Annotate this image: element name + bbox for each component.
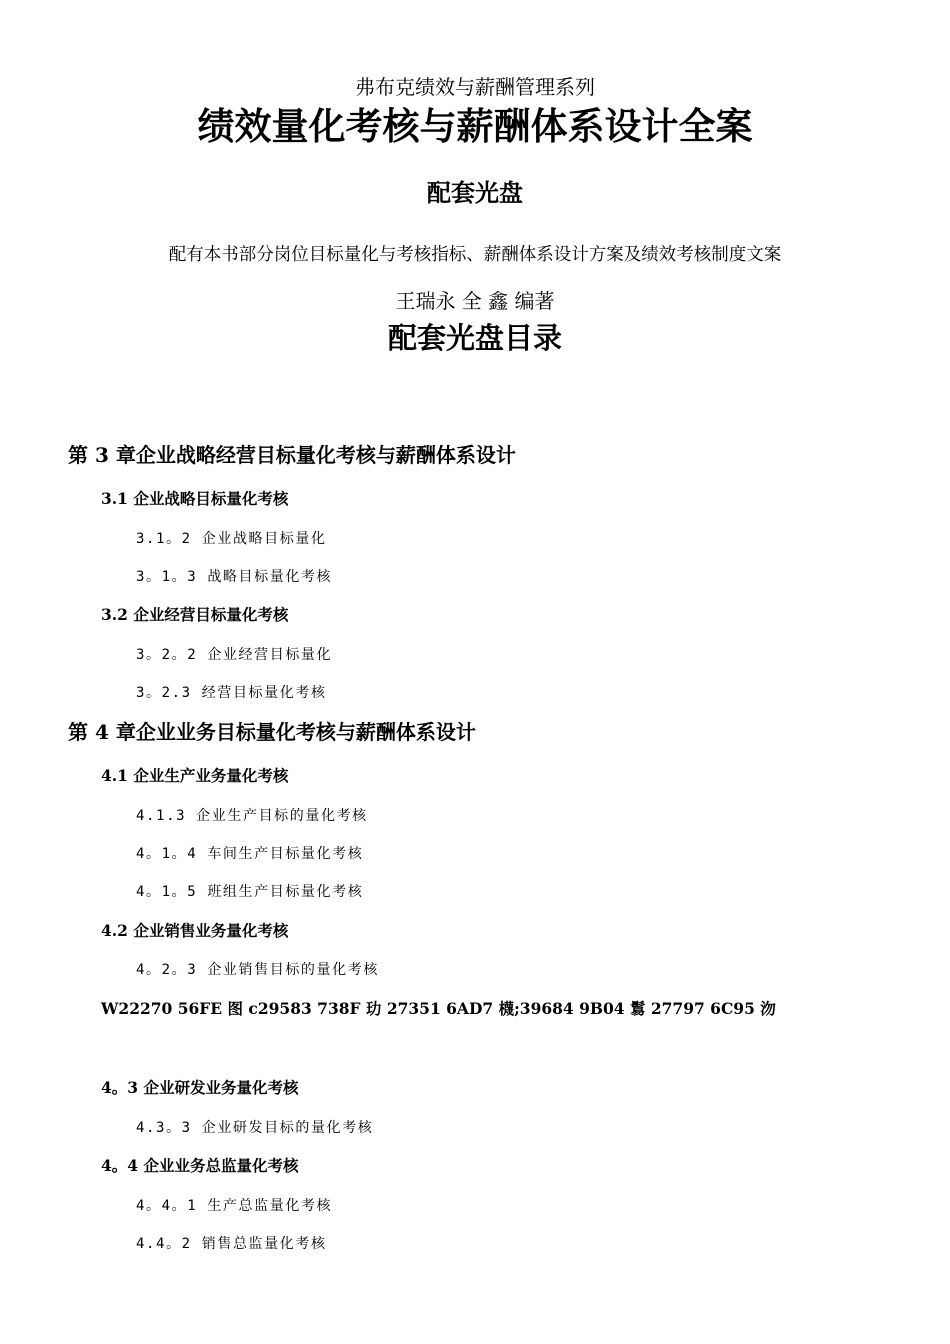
section-heading: 3.2 企业经营目标量化考核 — [101, 605, 289, 624]
toc-item: 4.3。3 企业研发目标的量化考核 — [136, 1120, 374, 1136]
section-heading: 4.1 企业生产业务量化考核 — [101, 766, 289, 785]
toc-item: 4.4。2 销售总监量化考核 — [136, 1236, 327, 1252]
authors-line: 王瑞永 全 鑫 编著 — [395, 289, 555, 313]
chapter-heading: 第 4 章企业业务目标量化考核与薪酬体系设计 — [68, 720, 476, 744]
series-name: 弗布克绩效与薪酬管理系列 — [355, 75, 595, 99]
toc-item: 4。4。1 生产总监量化考核 — [136, 1198, 333, 1214]
book-title: 绩效量化考核与薪酬体系设计全案 — [197, 104, 753, 148]
chapter-heading: 第 3 章企业战略经营目标量化考核与薪酬体系设计 — [68, 443, 516, 467]
section-heading: 4。4 企业业务总监量化考核 — [101, 1156, 299, 1175]
toc-item: 4。2。3 企业销售目标的量化考核 — [136, 962, 379, 978]
toc-item: 4。1。4 车间生产目标量化考核 — [136, 846, 364, 862]
toc-item: 3。2。2 企业经营目标量化 — [136, 647, 333, 663]
toc-item: 4。1。5 班组生产目标量化考核 — [136, 884, 364, 900]
garbled-text-line: W22270 56FE 图 c29583 738F 玏 27351 6AD7 櫗;39684 9B04 鬄 27797 6C95 沕 — [101, 999, 776, 1018]
section-heading: 4.2 企业销售业务量化考核 — [101, 921, 289, 940]
toc-title: 配套光盘目录 — [387, 321, 562, 355]
section-heading: 3.1 企业战略目标量化考核 — [101, 489, 289, 508]
toc-item: 4.1.3 企业生产目标的量化考核 — [136, 808, 368, 824]
toc-item: 3.1。2 企业战略目标量化 — [136, 531, 327, 547]
section-heading: 4。3 企业研发业务量化考核 — [101, 1078, 299, 1097]
toc-item: 3。1。3 战略目标量化考核 — [136, 569, 333, 585]
disc-heading: 配套光盘 — [427, 178, 523, 207]
toc-item: 3。2.3 经营目标量化考核 — [136, 685, 327, 701]
disc-description: 配有本书部分岗位目标量化与考核指标、薪酬体系设计方案及绩效考核制度文案 — [168, 245, 782, 265]
